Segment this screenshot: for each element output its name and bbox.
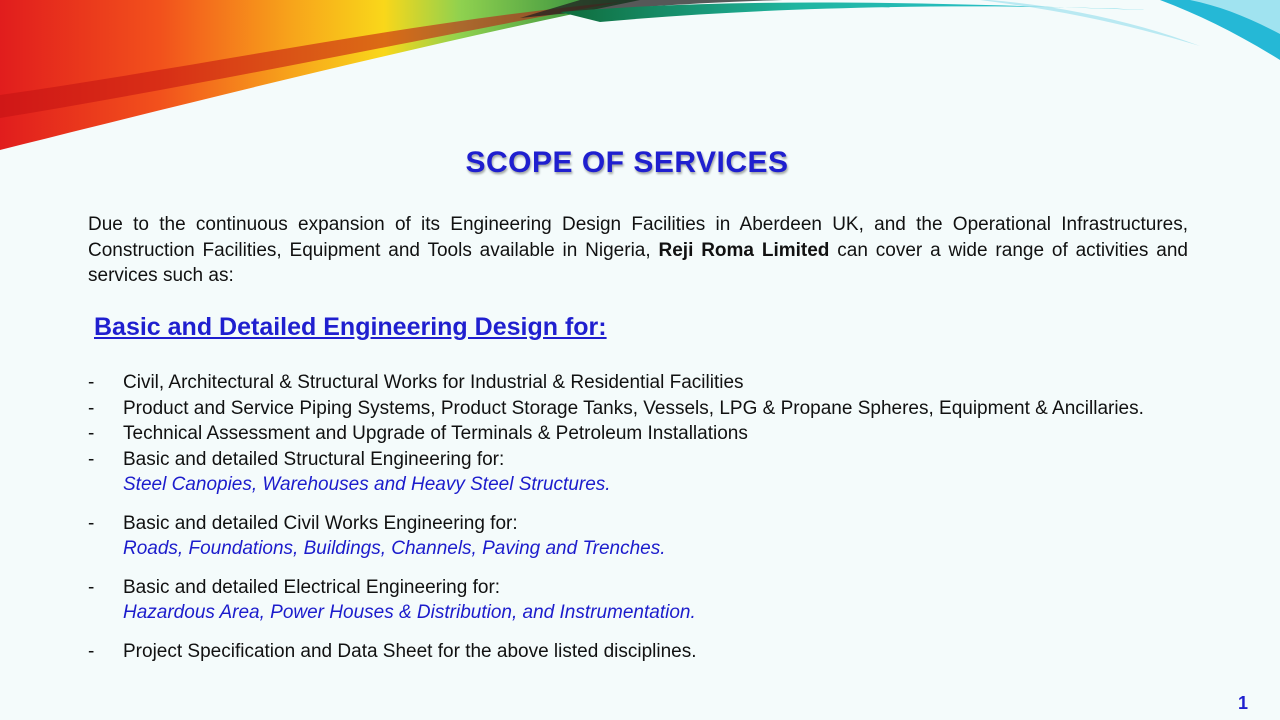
list-item-text: Project Specification and Data Sheet for the above listed disciplines. bbox=[123, 640, 697, 662]
company-name: Reji Roma Limited bbox=[658, 239, 830, 261]
list-item bbox=[88, 447, 1168, 498]
list-item-detail: Hazardous Area, Power Houses & Distribution, and Instrumentation. bbox=[123, 602, 696, 623]
list-item-detail: Roads, Foundations, Buildings, Channels, Paving and Trenches. bbox=[123, 538, 666, 559]
bullet-dash: - bbox=[88, 576, 95, 598]
list-item-text: Basic and detailed Civil Works Engineering for: bbox=[123, 512, 518, 534]
services-list bbox=[88, 370, 1168, 664]
list-item bbox=[88, 575, 1168, 626]
list-item bbox=[88, 421, 1168, 447]
slide-title: SCOPE OF SERVICES bbox=[465, 146, 789, 179]
page-number: 1 bbox=[1237, 693, 1248, 713]
list-item bbox=[88, 511, 1168, 562]
bullet-dash: - bbox=[88, 397, 95, 419]
list-item-text: Civil, Architectural & Structural Works for Industrial & Residential Facilities bbox=[123, 372, 744, 393]
list-item-text: Basic and detailed Electrical Engineering for: bbox=[123, 576, 501, 598]
list-item-text: Product and Service Piping Systems, Product Storage Tanks, Vessels, LPG & Propane Spheres, Equipment & Ancillaries. bbox=[123, 397, 1144, 419]
bullet-dash: - bbox=[88, 423, 95, 444]
list-item bbox=[88, 396, 1168, 422]
list-item-detail: Steel Canopies, Warehouses and Heavy Steel Structures. bbox=[123, 474, 611, 495]
bullet-dash: - bbox=[88, 640, 95, 662]
bullet-dash: - bbox=[88, 512, 95, 534]
list-item bbox=[88, 639, 1168, 665]
intro-text-start: Due to the continuous expansion of its Engineering Design Facilities in Aberdeen UK, and the Operational Infrastructures, Construction Facilities, Equipment and Tools available in Nigeria, bbox=[88, 214, 1188, 261]
bullet-dash: - bbox=[88, 448, 95, 470]
intro-paragraph bbox=[88, 212, 1188, 289]
intro-text-end: can cover a wide range of activities and services such as: bbox=[88, 239, 1188, 286]
bullet-dash: - bbox=[88, 372, 95, 393]
section-subheading: Basic and Detailed Engineering Design for: bbox=[94, 313, 607, 341]
list-item-text: Basic and detailed Structural Engineering for: bbox=[123, 448, 505, 470]
rainbow-swoosh-decoration bbox=[0, 0, 1280, 170]
list-item-text: Technical Assessment and Upgrade of Terminals & Petroleum Installations bbox=[123, 423, 748, 444]
list-item bbox=[88, 370, 1168, 396]
